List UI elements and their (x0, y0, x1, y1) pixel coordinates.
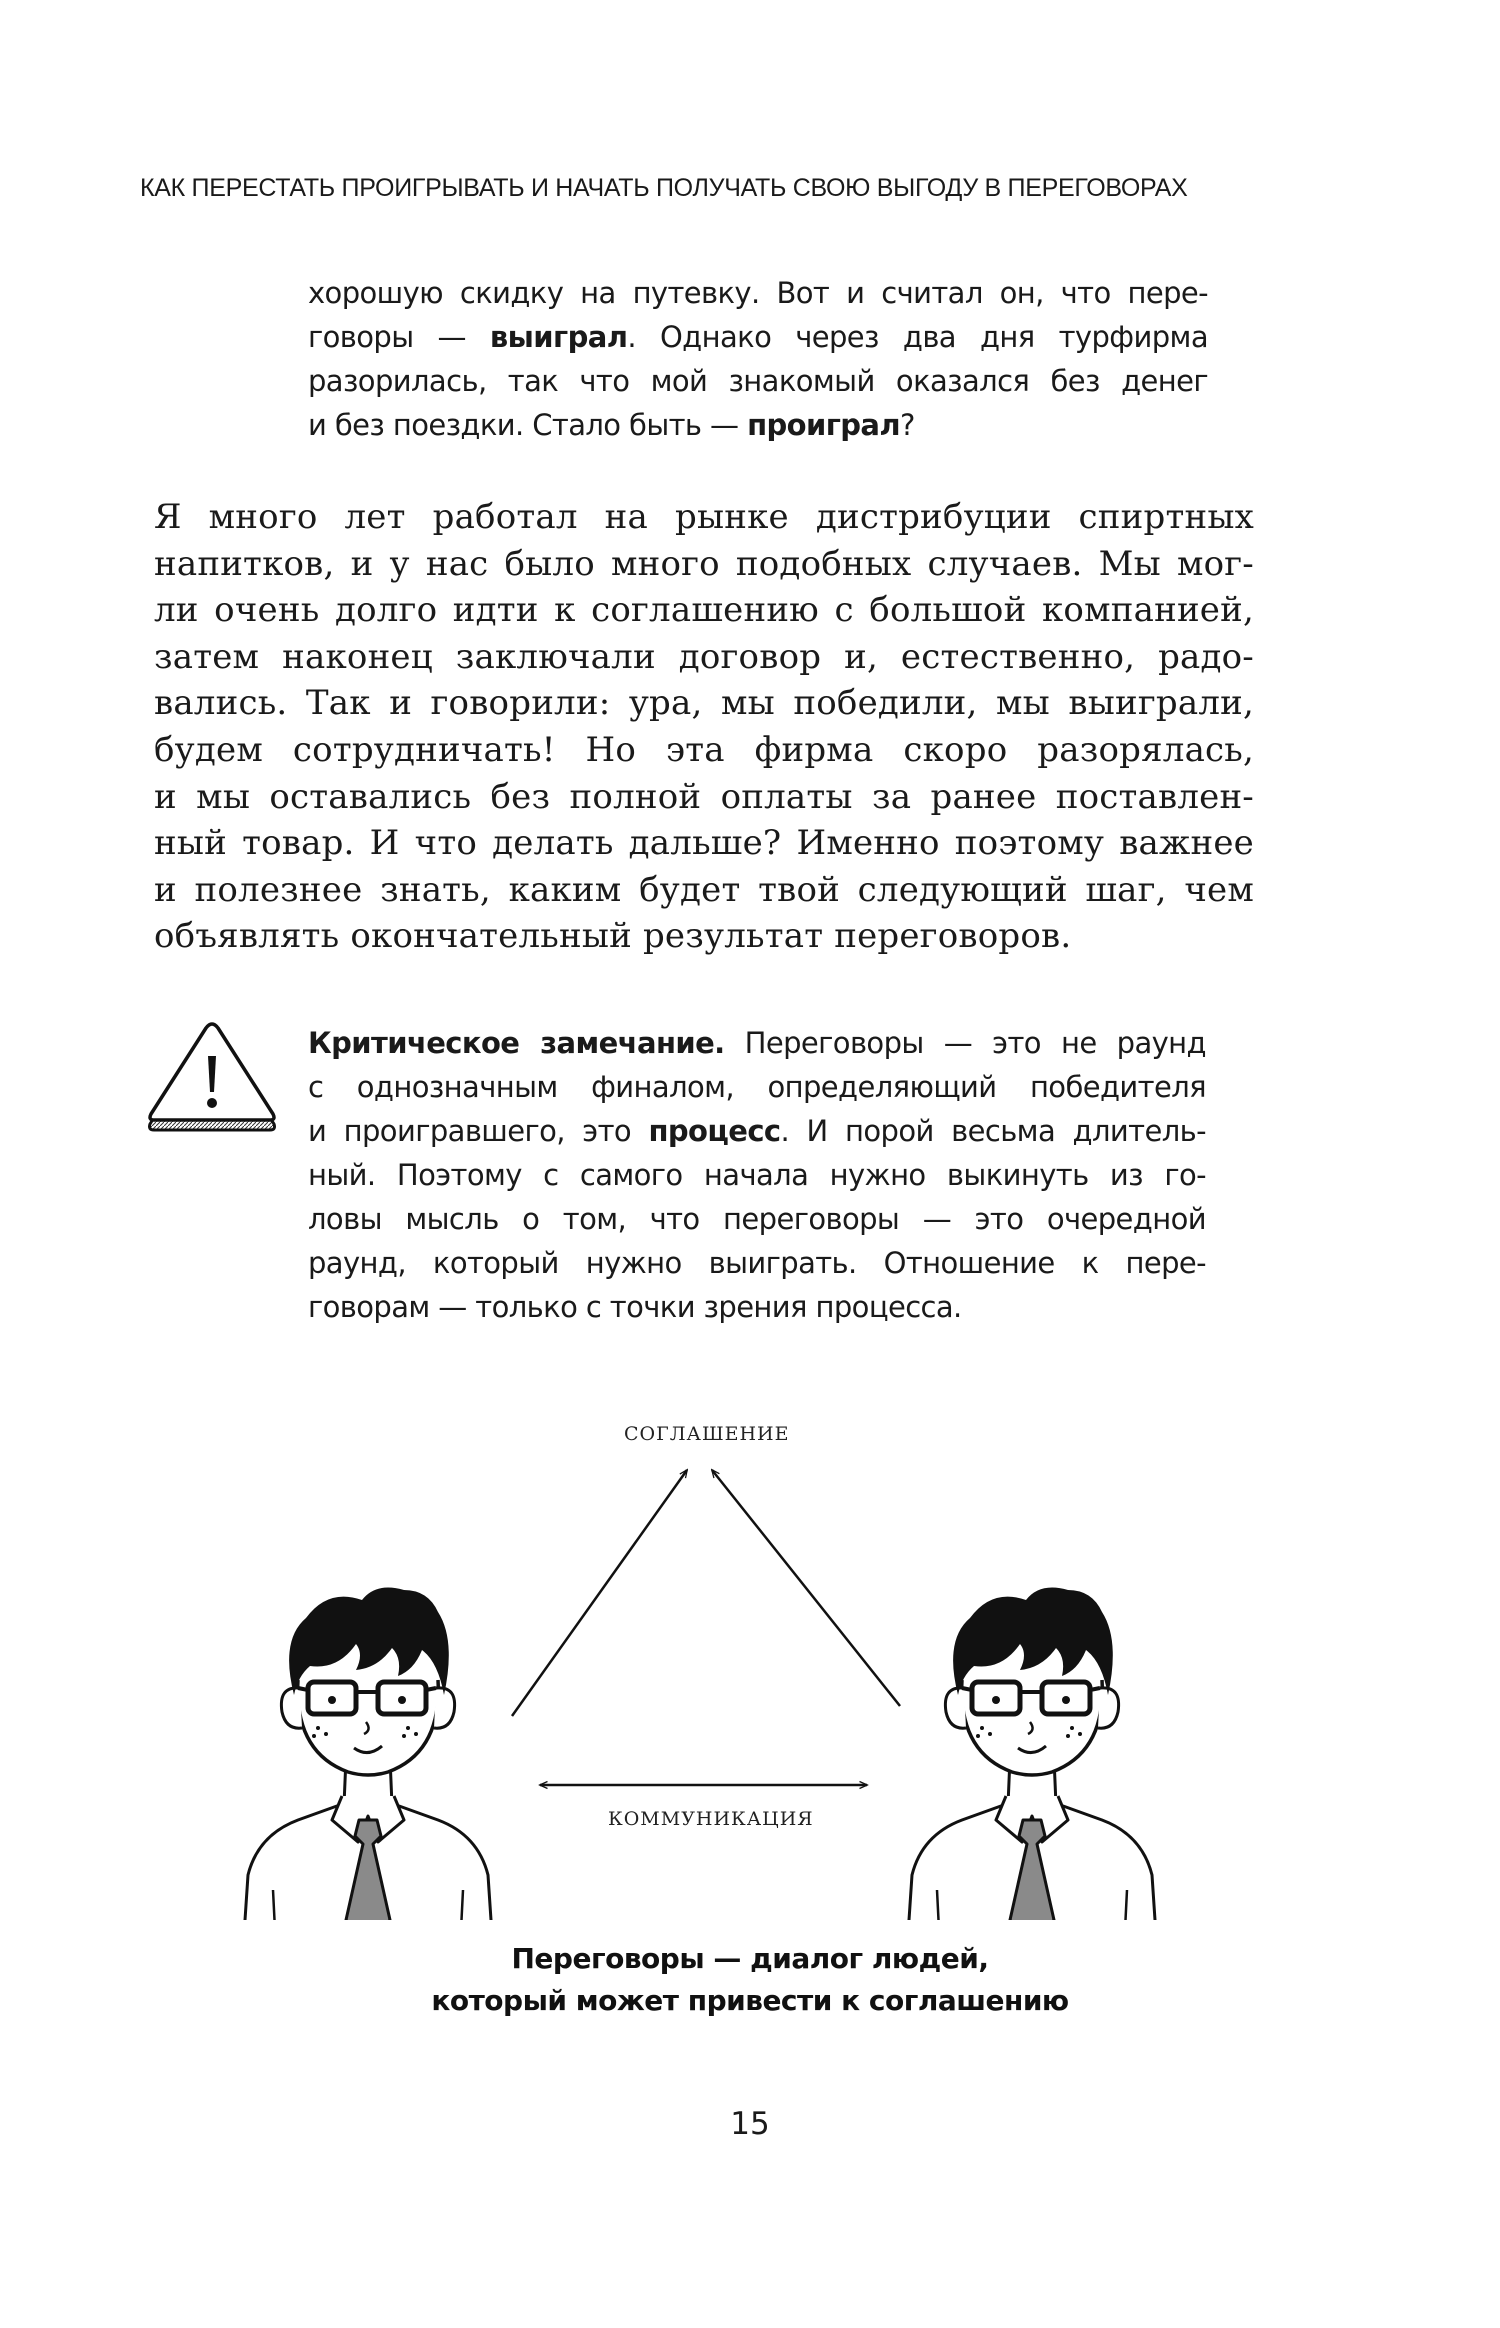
remark-line: говорам — только с точки зрения процесса. (308, 1290, 962, 1324)
story-line: и без поездки. Стало быть — проиграл? (308, 408, 915, 442)
paragraph-line: и мы оставались без полной оплаты за ранее поставлен- (154, 776, 1254, 817)
communication-label: КОММУНИКАЦИЯ (608, 1808, 814, 1830)
paragraph-line: ный товар. И что делать дальше? Именно поэтому важнее (154, 823, 1254, 864)
paragraph-line: затем наконец заключали договор и, естественно, радо- (154, 636, 1254, 677)
warning-triangle-icon (144, 1022, 280, 1146)
bold-word-won: выиграл (489, 320, 628, 354)
caption-line: который может привести к соглашению (431, 1984, 1069, 2017)
agreement-label: СОГЛАШЕНИЕ (624, 1423, 790, 1445)
running-title: КАК ПЕРЕСТАТЬ ПРОИГРЫВАТЬ И НАЧАТЬ ПОЛУЧАТЬ СВОЮ ВЫГОДУ В ПЕРЕГОВОРАХ (140, 174, 1188, 202)
paragraph-line: напитков, и у нас было много подобных случаев. Мы мог- (154, 543, 1254, 584)
story-line: хорошую скидку на путевку. Вот и считал он, что пере- (308, 276, 1208, 310)
paragraph-line: объявлять окончательный результат переговоров. (154, 916, 1072, 957)
remark-line: ловы мысль о том, что переговоры — это очередной (308, 1202, 1206, 1236)
story-paragraph (308, 271, 1208, 447)
remark-line: Критическое замечание. Переговоры — это не раунд (308, 1026, 1206, 1060)
paragraph-line: Я много лет работал на рынке дистрибуции спиртных (154, 497, 1254, 537)
remark-line: раунд, который нужно выиграть. Отношение к пере- (308, 1246, 1206, 1280)
paragraph-line: вались. Так и говорили: ура, мы победили, мы выиграли, (154, 683, 1254, 724)
page-number: 15 (730, 2106, 770, 2142)
caption-line: Переговоры — диалог людей, (511, 1942, 989, 1975)
paragraph-line: будем сотрудничать! Но эта фирма скоро разорялась, (154, 729, 1254, 770)
remark-title: Критическое замечание. (308, 1026, 725, 1060)
arrow-left-to-agreement (512, 1470, 687, 1716)
paragraph-line: ли очень долго идти к соглашению с большой компанией, (154, 590, 1254, 631)
remark-line: и проигравшего, это процесс. И порой весьма длитель- (308, 1114, 1206, 1148)
bold-word-lost: проиграл (747, 408, 901, 442)
diagram-caption (250, 1938, 1250, 2022)
paragraph-line: и полезнее знать, каким будет твой следующий шаг, чем (154, 869, 1254, 910)
story-line: разорилась, так что мой знакомый оказался без денег (308, 364, 1208, 398)
person-left-illustration (243, 1588, 493, 1920)
critical-remark (308, 1021, 1206, 1329)
negotiation-diagram (0, 1400, 1500, 1920)
bold-word-process: процесс (648, 1114, 781, 1148)
remark-line: с однозначным финалом, определяющий победителя (308, 1070, 1206, 1104)
remark-line: ный. Поэтому с самого начала нужно выкинуть из го- (308, 1158, 1206, 1192)
arrow-right-to-agreement (712, 1470, 900, 1706)
story-line: говоры — выиграл. Однако через два дня турфирма (308, 320, 1208, 354)
main-paragraph (154, 494, 1254, 960)
person-right-illustration (907, 1588, 1157, 1920)
